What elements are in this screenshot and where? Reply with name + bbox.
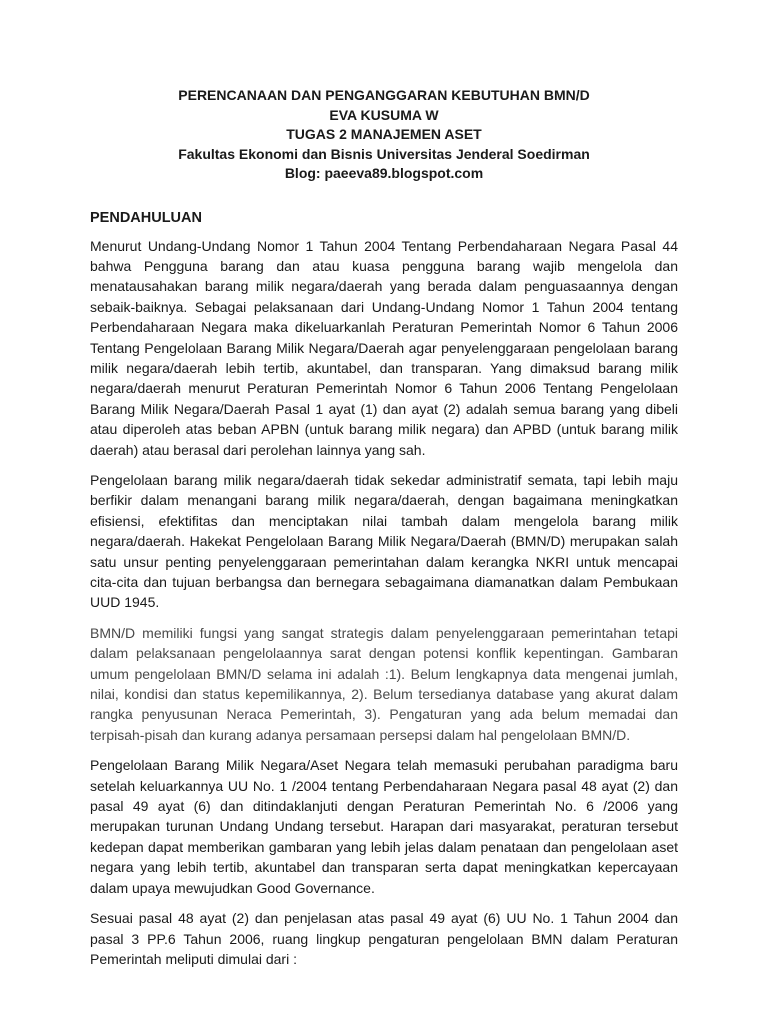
document-header <box>90 86 678 184</box>
section-heading: PENDAHULUAN <box>90 209 202 226</box>
blog-address: Blog: paeeva89.blogspot.com <box>284 165 484 181</box>
author-name: EVA KUSUMA W <box>329 106 439 123</box>
document-title: PERENCANAAN DAN PENGANGGARAN KEBUTUHAN BMN/D <box>178 87 590 103</box>
paragraph-3: BMN/D memiliki fungsi yang sangat strategis dalam penyelenggaraan pemerintahan tetapi dalam pelaksanaan pengelolaannya sarat dengan potensi konflik kepentingan. Gambaran umum pengelolaan BMN/D selama ini adalah :1). Belum lengkapnya data mengenai jumlah, nilai, kondisi dan status kepemilikannya, 2). Belum tersedianya database yang akurat dalam rangka penyusunan Neraca Pemerintah, 3). Pengaturan yang ada belum memadai dan terpisah-pisah dan kurang adanya persamaan persepsi dalam hal pengelolaan BMN/D. <box>90 624 678 743</box>
document-page <box>90 86 678 979</box>
paragraph-5: Sesuai pasal 48 ayat (2) dan penjelasan atas pasal 49 ayat (6) UU No. 1 Tahun 2004 dan pasal 3 PP.6 Tahun 2006, ruang lingkup pengaturan pengelolaan BMN dalam Peraturan Pemerintah meliputi dimulai dari : <box>90 910 678 967</box>
paragraph-1: Menurut Undang-Undang Nomor 1 Tahun 2004 Tentang Perbendaharaan Negara Pasal 44 bahwa Pengguna barang dan atau kuasa pengguna barang wajib mengelola dan menatausahakan barang milik negara/daerah yang berada dalam penguasaannya dengan sebaik-baiknya. Sebagai pelaksanaan dari Undang-Undang Nomor 1 Tahun 2004 tentang Perbendaharaan Negara maka dikeluarkanlah Peraturan Pemerintah Nomor 6 Tahun 2006 Tentang Pengelolaan Barang Milik Negara/Daerah agar penyelenggaraan pengelolaan barang milik negara/daerah lebih tertib, akuntabel, dan transparan. Yang dimaksud barang milik negara/daerah menurut Peraturan Pemerintah Nomor 6 Tahun 2006 Tentang Pengelolaan Barang Milik Negara/Daerah Pasal 1 ayat (1) dan ayat (2) adalah semua barang yang dibeli atau diperoleh atas beban APBN (untuk barang milik negara) dan APBD (untuk barang milik daerah) atau berasal dari perolehan lainnya yang sah. <box>90 237 678 458</box>
faculty-name: Fakultas Ekonomi dan Bisnis Universitas Jenderal Soedirman <box>178 145 590 162</box>
paragraph-4: Pengelolaan Barang Milik Negara/Aset Negara telah memasuki perubahan paradigma baru setelah keluarkannya UU No. 1 /2004 tentang Perbendaharaan Negara pasal 48 ayat (2) dan pasal 49 ayat (6) dan ditindaklanjuti dengan Peraturan Pemerintah No. 6 /2006 yang merupakan turunan Undang Undang tersebut. Harapan dari masyarakat, peraturan tersebut kedepan dapat memberikan gambaran yang lebih jelas dalam penataan dan pengelolaan aset negara yang lebih tertib, akuntabel dan transparan serta dapat meningkatkan kepercayaan dalam upaya mewujudkan Good Governance. <box>90 757 678 896</box>
paragraph-2: Pengelolaan barang milik negara/daerah tidak sekedar administratif semata, tapi lebih maju berfikir dalam menangani barang milik negara/daerah, dengan bagaimana meningkatkan efisiensi, efektifitas dan menciptakan nilai tambah dalam mengelola barang milik negara/daerah. Hakekat Pengelolaan Barang Milik Negara/Daerah (BMN/D) merupakan salah satu unsur penting penyelenggaraan pemerintahan dalam kerangka NKRI untuk mencapai cita-cita dan tujuan berbangsa dan bernegara sebagaimana diamanatkan dalam Pembukaan UUD 1945. <box>90 471 678 611</box>
assignment-label: TUGAS 2 MANAJEMEN ASET <box>286 126 482 142</box>
